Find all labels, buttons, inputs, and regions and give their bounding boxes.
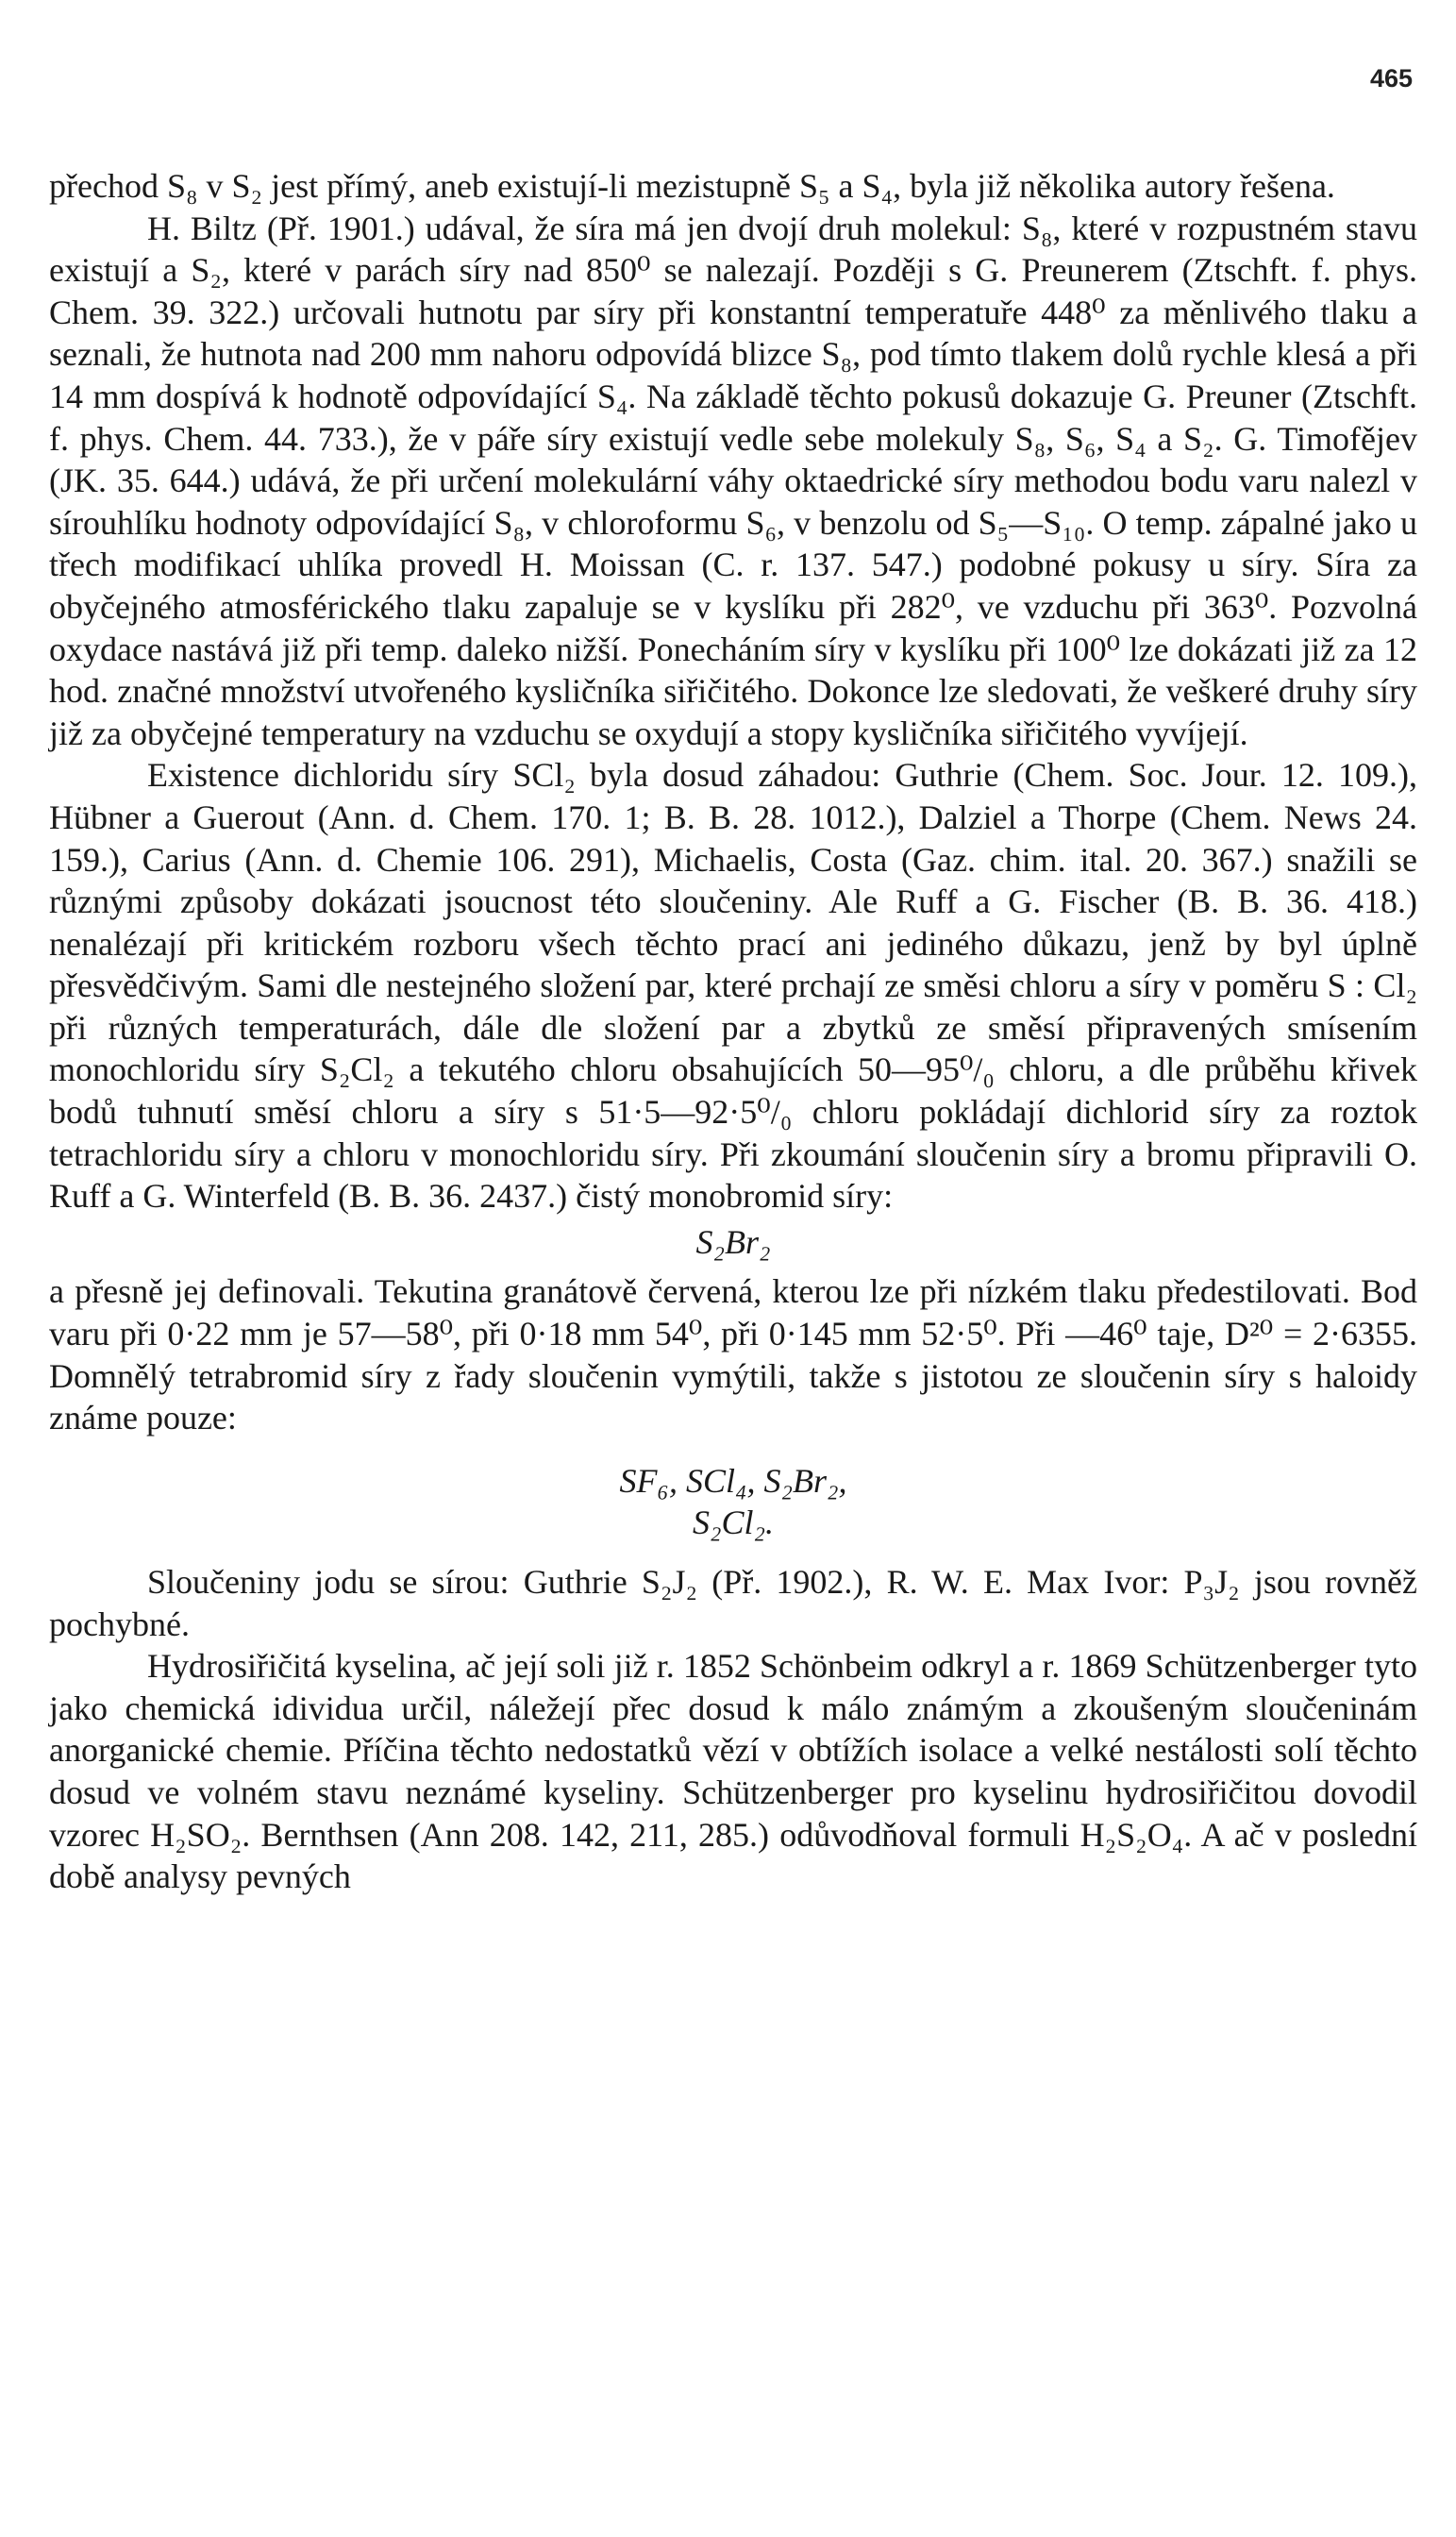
formula-monobromide: S₂Br₂ xyxy=(695,1222,771,1261)
page-number: 465 xyxy=(1369,64,1413,92)
paragraph-1: přechod S₈ v S₂ jest přímý, aneb existují-li mezistupně S₅ a S₄, byla již několika autory řešena. xyxy=(49,167,1335,205)
paragraph-6: Hydrosiřičitá kyselina, ač její soli již r. 1852 Schönbeim odkryl a r. 1869 Schützenberger tyto jako chemická idividua určil, náležejí přec dosud k málo známým a zkoušeným sloučeninám anorganické chemie. Příčina těchto nedostatků vězí v obtížích isolace a velké nestálosti solí těchto dosud ve volném stavu neznámé kyseliny. Schützenberger pro kyselinu hydrosiřičitou dovodil vzorec H₂SO₂. Bernthsen (Ann 208. 142, 211, 285.) odůvodňoval formuli H₂S₂O₄. A ač v poslední době analysy pevných xyxy=(49,1647,1417,1896)
formula-halides-line-2: S₂Cl₂. xyxy=(692,1504,775,1542)
paragraph-5: Sloučeniny jodu se sírou: Guthrie S₂J₂ (Př. 1902.), R. W. E. Max Ivor: P₃J₂ jsou rovněž pochybné. xyxy=(49,1563,1417,1643)
body-text xyxy=(49,165,1417,1898)
paragraph-3: Existence dichloridu síry SCl₂ byla dosud záhadou: Guthrie (Chem. Soc. Jour. 12. 109.), Hübner a Guerout (Ann. d. Chem. 170. 1; B. B. 28. 1012.), Dalziel a Thorpe (Chem. News 24. 159.), Carius (Ann. d. Chemie 106. 291), Michaelis, Costa (Gaz. chim. ital. 20. 367.) snažili se různými způsoby dokázati jsoucnost této sloučeniny. Ale Ruff a G. Fischer (B. B. 36. 418.) nenalézají při kritickém rozboru všech těchto prací ani jediného důkazu, jenž by byl úplně přesvědčivým. Sami dle nestejného složení par, které prchají ze směsi chloru a síry v poměru S : Cl₂ při různých temperaturách, dále dle složení par a zbytků ze směsí připravených smísením monochloridu síry S₂Cl₂ a tekutého chloru obsahujících 50—95⁰/₀ chloru, a dle průběhu křivek bodů tuhnutí směsí chloru a síry s 51·5—92·5⁰/₀ chloru pokládají dichlorid síry za roztok tetrachloridu síry a chloru v monochloridu síry. Při zkoumání sloučenin síry a bromu připravili O. Ruff a G. Winterfeld (B. B. 36. 2437.) čistý monobromid síry: xyxy=(49,756,1417,1216)
paragraph-2: H. Biltz (Př. 1901.) udával, že síra má jen dvojí druh molekul: S₈, které v rozpustném stavu existují a S₂, které v parách síry nad 850⁰ se nalezají. Později s G. Preunerem (Ztschft. f. phys. Chem. 39. 322.) určovali hutnotu par síry při konstantní temperatuře 448⁰ za měnlivého tlaku a seznali, že hutnota nad 200 mm nahoru odpovídá blizce S₈, pod tímto tlakem dolů rychle klesá a při 14 mm dospívá k hodnotě odpovídající S₄. Na základě těchto pokusů dokazuje G. Preuner (Ztschft. f. phys. Chem. 44. 733.), že v páře síry existují vedle sebe molekuly S₈, S₆, S₄ a S₂. G. Timofějev (JK. 35. 644.) udává, že při určení molekulární váhy oktaedrické síry methodou bodu varu nalezl v sírouhlíku hodnoty odpovídající S₈, v chloroformu S₆, v benzolu od S₅—S₁₀. O temp. zápalné jako u třech modifikací uhlíka provedl H. Moissan (C. r. 137. 547.) podobné pokusy u síry. Síra za obyčejného atmosférického tlaku zapaluje se v kyslíku při 282⁰, ve vzduchu při 363⁰. Pozvolná oxydace nastává již při temp. daleko nižší. Ponecháním síry v kyslíku při 100⁰ lze dokázati již za 12 hod. značné množství utvořeného kysličníka siřičitého. Dokonce lze sledovati, že veškeré druhy síry již za obyčejné temperatury na vzduchu se oxydují a stopy kysličníka siřičitého vyvíjejí. xyxy=(49,209,1417,752)
formula-halides-line-1: SF₆, SCl₄, S₂Br₂, xyxy=(619,1461,847,1500)
paragraph-4: a přesně jej definovali. Tekutina granátově červená, kterou lze při nízkém tlaku předestilovati. Bod varu při 0·22 mm je 57—58⁰, při 0·18 mm 54⁰, při 0·145 mm 52·5⁰. Při —46⁰ taje, D²⁰ = 2·6355. Domnělý tetrabromid síry z řady sloučenin vymýtili, takže s jistotou ze sloučenin síry s haloidy známe pouze: xyxy=(49,1272,1417,1437)
formula-halides xyxy=(49,1460,1417,1544)
